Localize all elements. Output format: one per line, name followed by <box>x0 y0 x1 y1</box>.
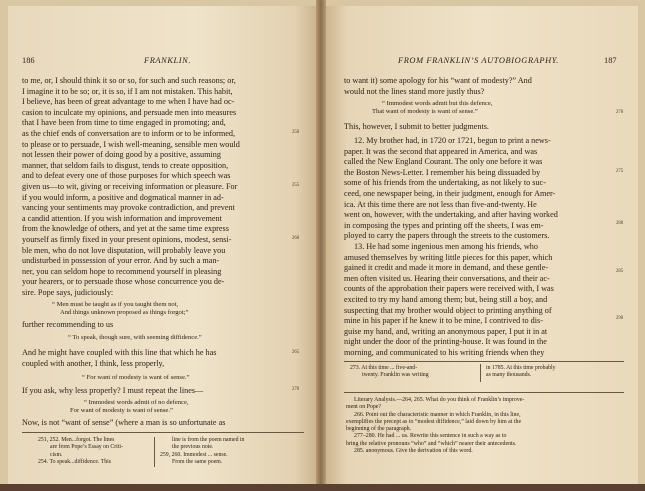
right-footnote-divider <box>480 364 481 382</box>
left-footnote-rule <box>22 432 304 433</box>
left-margin-number: 250 <box>292 130 300 135</box>
left-footnote-divider <box>154 437 155 467</box>
right-footnote-col2: in 1785. At this time probably as many thousands. <box>486 365 556 379</box>
page-bottom-edge <box>0 484 645 491</box>
right-margin-number: 270 <box>616 110 624 115</box>
left-line-after-quote-1: further recommending to us <box>22 320 114 329</box>
literary-analysis: Literary Analysis.—264, 265. What do you think of Franklin’s improve- ment on Pope? 266. Point out the characteristic manner in which Franklin, in this line, exemplifies the precept as to “modest diffidence,” laid down by him at the beginning of the paragraph. 277–280. He had ... us. Rewrite this sentence in such a way as to bring the relative pronouns “who” and “which” nearer their antecedents. 285. anonymous. Give the derivation of this word. <box>346 397 525 455</box>
right-analysis-rule <box>344 392 624 393</box>
left-margin-number: 265 <box>292 350 300 355</box>
right-margin-number: 280 <box>616 221 624 226</box>
left-margin-number: 255 <box>292 183 300 188</box>
left-last-line: Now, is not “want of sense” (where a man is so unfortunate as <box>22 418 226 427</box>
right-footnote-rule <box>344 361 624 362</box>
left-footnotes-col2: line is from the poem named in the previous note. 259, 260. Immodest ... sense. From the same poem. <box>160 437 245 466</box>
right-margin-number: 285 <box>616 269 624 274</box>
left-margin-number: 270 <box>292 387 300 392</box>
right-footnote-col1: 273. At this time ... five-and- twenty. Franklin was writing <box>350 365 429 379</box>
left-quote-3: “ For want of modesty is want of sense.” <box>82 374 190 381</box>
left-page-number: 186 <box>22 56 35 65</box>
left-line-after-quote-3: If you ask, why less properly? I must repeat the lines— <box>22 386 204 395</box>
left-quote-1: “ Men must be taught as if you taught them not, And things unknown proposed as things forgot;” <box>52 301 189 317</box>
right-page <box>322 6 638 486</box>
right-margin-number: 290 <box>616 316 624 321</box>
left-body-text-2: And he might have coupled with this line that which he has coupled with another, I think, less properly, <box>22 348 217 368</box>
left-quote-2: “ To speak, though sure, with seeming diffidence.” <box>68 334 202 341</box>
book-gutter <box>316 0 326 491</box>
left-margin-number: 260 <box>292 236 300 241</box>
left-footnotes-col1: 251, 252. Men...forgot. The lines are from Pope’s Essay on Criti- cism. 254. To speak...diffidence. This <box>38 437 123 466</box>
right-margin-number: 275 <box>616 169 624 174</box>
right-body-paragraphs: 12. My brother had, in 1720 or 1721, begun to print a news- paper. It was the second that appeared in America, and was called the New England Courant. The only one before it was the Boston News-Letter. I remember his being dissuaded by some of his friends from the undertaking, as not likely to suc- ceed, one newspaper being, in their judgment, enough for Amer- ica. At this time there are not less than five-and-twenty. He went on, however, with the undertaking, and after having worked in composing the types and printing off the sheets, I was em- ployed to carry the papers through the streets to the customers. 13. He had some ingenious men among his friends, who amused themselves by writing little pieces for this paper, which gained it credit and made it more in demand, and these gentle- men often visited us. Hearing their conversations, and their ac- counts of the approbation their papers were received with, I was excited to try my hand among them; but, being still a boy, and suspecting that my brother would object to printing anything of mine in his paper if he knew it to be mine, I contrived to dis- guise my hand, and, writing an anonymous paper, I put it in at night under the door of the printing-house. It was found in the morning, and communicated to his writing friends when they <box>344 136 558 357</box>
left-running-head: FRANKLIN. <box>144 56 192 65</box>
right-running-head: FROM FRANKLIN’S AUTOBIOGRAPHY. <box>398 56 559 65</box>
right-page-number: 187 <box>604 56 617 65</box>
left-quote-4: “ Immodest words admit of no defence, For want of modesty is want of sense.” <box>70 399 189 415</box>
right-line-after-quote: This, however, I submit to better judgments. <box>344 122 489 131</box>
left-body-text: to me, or, I should think it so or so, for such and such reasons; or, I imagine it to be so; or, it is so, if I am not mistaken. This habit, I believe, has been of great advantage to me when I have had oc- casion to inculcate my opinions, and persuade men into measures that I have been from time to time engaged in promoting; and, as the chief ends of conversation are to inform or to be informed, to please or to persuade, I wish well-meaning, sensible men would not lessen their power of doing good by a positive, assuming manner, that seldom fails to disgust, tends to create opposition, and to defeat every one of those purposes for which speech was given us—to wit, giving or receiving information or pleasure. For if you would inform, a positive and dogmatical manner in ad- vancing your sentiments may provoke contradiction, and prevent a candid attention. If you wish information and improvement from the knowledge of others, and yet at the same time express yourself as firmly fixed in your present opinions, modest, sensi- ble men, who do not love disputation, will probably leave you undisturbed in possession of your error. And by such a man- ner, you can seldom hope to recommend yourself in pleasing your hearers, or to persuade those whose concurrence you de- sire. Pope says, judiciously: <box>22 76 240 297</box>
right-body-top: to want it) some apology for his “want of modesty?” And would not the lines stand more justly thus? <box>344 76 532 96</box>
right-quote: “ Immodest words admit but this defence, That want of modesty is want of sense.” <box>372 100 493 116</box>
left-page <box>8 6 320 486</box>
